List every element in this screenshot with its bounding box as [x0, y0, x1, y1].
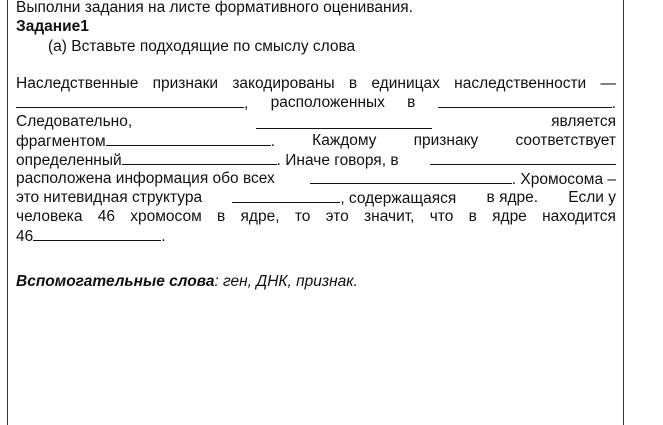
- word: находится: [542, 208, 616, 225]
- word: . Иначе говоря, в: [276, 152, 399, 169]
- paragraph-line-8: [16, 207, 616, 226]
- answer-blank[interactable]: [438, 93, 612, 108]
- word: значит,: [364, 208, 415, 225]
- word: ядре: [492, 208, 527, 225]
- word: в: [217, 208, 226, 225]
- answer-blank[interactable]: [430, 150, 616, 165]
- answer-blank[interactable]: [106, 131, 271, 146]
- word: в: [407, 94, 416, 111]
- answer-blank[interactable]: [232, 188, 340, 203]
- word: то: [294, 208, 311, 225]
- word: ,: [244, 95, 249, 112]
- word: ядре,: [240, 208, 280, 225]
- word: соответствует: [515, 132, 616, 149]
- answer-blank[interactable]: [122, 150, 277, 165]
- word: .: [270, 133, 275, 150]
- paragraph-line-4: [16, 131, 616, 151]
- paragraph-line-6: [16, 169, 616, 189]
- paragraph-line-5: [16, 150, 616, 170]
- answer-blank[interactable]: [256, 114, 432, 129]
- word: .: [611, 95, 616, 112]
- word: что: [429, 208, 454, 225]
- word: —: [600, 75, 616, 92]
- word: , содержащаяся: [340, 190, 457, 207]
- helper-list: : ген, ДНК, признак.: [214, 273, 358, 290]
- word: признаку: [413, 132, 479, 149]
- task-title: Задание1: [16, 18, 89, 35]
- word: 46: [16, 228, 34, 245]
- answer-blank[interactable]: [33, 226, 161, 241]
- word: в ядре.: [486, 189, 539, 206]
- word: это: [325, 208, 349, 225]
- word: человека: [16, 208, 83, 225]
- word: Следовательно,: [16, 113, 133, 130]
- word: 46: [97, 208, 115, 225]
- word: это нитевидная структура: [16, 189, 203, 206]
- word: расположенных: [270, 94, 385, 111]
- word: признаки: [152, 75, 219, 92]
- paragraph-line-1: [16, 74, 616, 93]
- paragraph-line-9: [16, 226, 616, 246]
- word: закодированы: [232, 75, 335, 92]
- paragraph-line-3: [16, 112, 616, 131]
- answer-blank[interactable]: [16, 93, 244, 108]
- word: единицах: [371, 75, 440, 92]
- helper-words: [16, 272, 616, 291]
- word: хромосом: [130, 208, 202, 225]
- word: в: [348, 75, 358, 92]
- word: .: [161, 228, 166, 245]
- word: фрагментом: [16, 133, 106, 150]
- word: Наследственные: [16, 75, 139, 92]
- helper-label: Вспомогательные слова: [16, 273, 215, 290]
- word: . Хромосома –: [511, 171, 616, 188]
- answer-blank[interactable]: [310, 169, 512, 184]
- subtask-text: (а) Вставьте подходящие по смыслу слова: [48, 38, 356, 55]
- word: Если у: [568, 189, 616, 206]
- word: Каждому: [312, 132, 377, 149]
- instruction-text: Выполни задания на листе формативного оценивания.: [16, 0, 413, 16]
- word: является: [551, 113, 616, 130]
- word: определенный: [16, 152, 122, 169]
- word: расположена информация обо всех: [16, 170, 275, 187]
- paragraph-line-7: [16, 188, 616, 208]
- paragraph-line-2: [16, 93, 616, 113]
- word: в: [468, 208, 477, 225]
- word: наследственности: [454, 75, 587, 92]
